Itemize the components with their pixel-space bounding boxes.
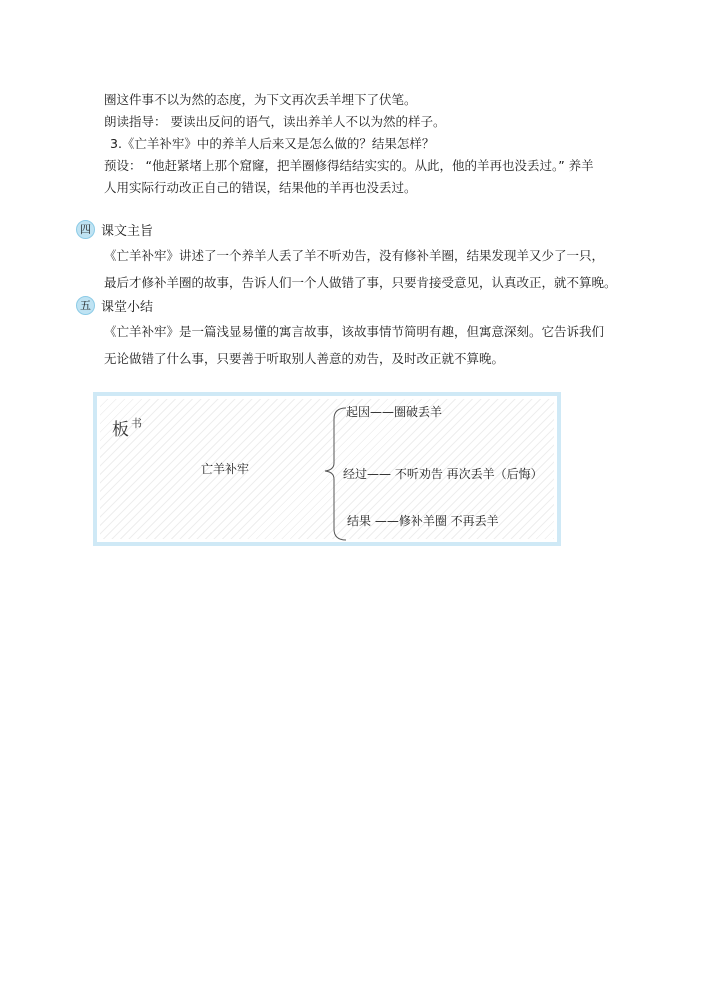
blackboard-panel	[93, 392, 561, 546]
section-title: 课堂小结	[101, 299, 154, 315]
board-title-small: 书	[131, 417, 142, 430]
board-item-process: 经过—— 不听劝告 再次丢羊（后悔）	[343, 467, 543, 481]
section-title: 课文主旨	[101, 223, 154, 239]
line-2: 朗读指导： 要读出反问的语气，读出养羊人不以为然的样子。	[104, 114, 446, 129]
board-item-result: 结果 ——修补羊圈 不再丢羊	[347, 514, 499, 528]
section-number-badge: 四	[76, 220, 95, 239]
board-item-cause: 起因——圈破丢羊	[346, 405, 443, 419]
line-5: 人用实际行动改正自己的错误，结果他的羊再也没丢过。	[104, 180, 417, 195]
section4-para-2: 最后才修补羊圈的故事，告诉人们一个人做错了事，只要肯接受意见，认真改正，就不算晚。	[104, 275, 617, 290]
section5-para-1: 《亡羊补牢》是一篇浅显易懂的寓言故事，该故事情节简明有趣，但寓意深刻。它告诉我们	[104, 324, 605, 339]
line-1: 圈这件事不以为然的态度，为下文再次丢羊埋下了伏笔。	[104, 92, 417, 107]
section-header-5	[76, 295, 153, 315]
section5-para-2: 无论做错了什么事，只要善于听取别人善意的劝告，及时改正就不算晚。	[104, 351, 505, 366]
line-3: 3.《亡羊补牢》中的养羊人后来又是怎么做的？结果怎样？	[110, 136, 435, 151]
board-topic: 亡羊补牢	[201, 462, 250, 476]
section-number-badge: 五	[76, 296, 95, 315]
section-header-4	[76, 219, 153, 239]
board-background	[100, 399, 554, 539]
line-4: 预设： “他赶紧堵上那个窟窿，把羊圈修得结结实实的。从此，他的羊再也没丢过。” 养羊	[104, 158, 594, 173]
section4-para-1: 《亡羊补牢》讲述了一个养羊人丢了羊不听劝告，没有修补羊圈，结果发现羊又少了一只，	[104, 248, 605, 263]
board-title: 板	[112, 420, 129, 440]
